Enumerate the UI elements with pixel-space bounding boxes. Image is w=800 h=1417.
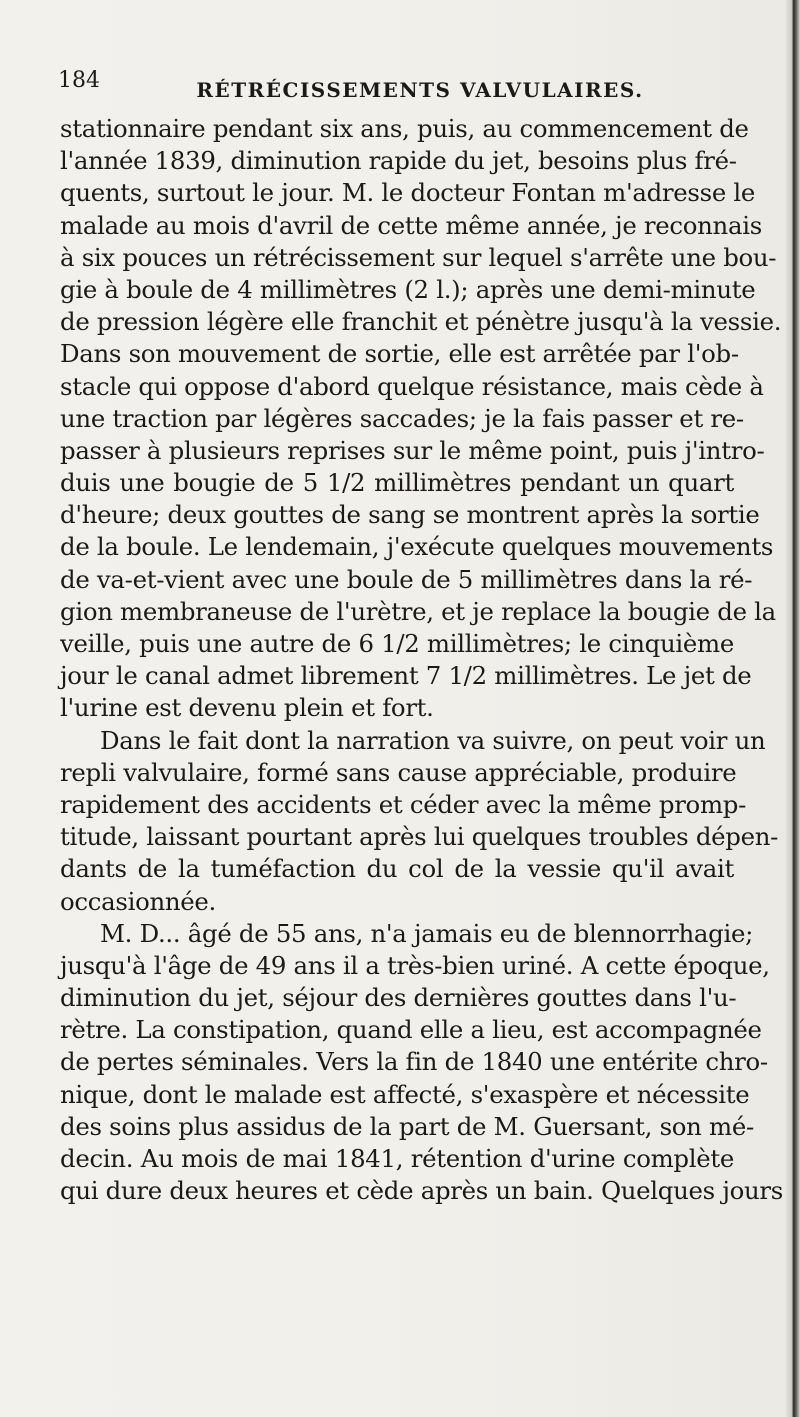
text-line: rètre. La constipation, quand elle a lieu, est accompagnée (60, 1015, 762, 1045)
text-line: duis une bougie de 5 1/2 millimètres pendant un quart (60, 468, 734, 498)
text-line: passer à plusieurs reprises sur le même point, puis j'intro- (60, 435, 765, 465)
page-edge-shadow (786, 0, 800, 1417)
page-number: 184 (58, 68, 100, 93)
body-text (60, 113, 800, 1207)
text-line: de pression légère elle franchit et pénètre jusqu'à la vessie. (60, 307, 782, 337)
text-line: à six pouces un rétrécissement sur lequel s'arrête une bou- (60, 242, 777, 272)
text-line: stacle qui oppose d'abord quelque résistance, mais cède à (60, 371, 764, 401)
text-line: qui dure deux heures et cède après un bain. Quelques jours (60, 1176, 783, 1206)
text-line: jour le canal admet librement 7 1/2 millimètres. Le jet de (60, 661, 752, 691)
text-line: de va-et-vient avec une boule de 5 millimètres dans la ré- (60, 564, 753, 594)
text-line: l'urine est devenu plein et fort. (60, 693, 434, 723)
text-line: Dans son mouvement de sortie, elle est arrêtée par l'ob- (60, 339, 739, 369)
text-line: decin. Au mois de mai 1841, rétention d'urine complète (60, 1144, 734, 1173)
text-line: des soins plus assidus de la part de M. Guersant, son mé- (60, 1111, 754, 1141)
text-line: l'année 1839, diminution rapide du jet, besoins plus fré- (60, 146, 737, 176)
text-line: malade au mois d'avril de cette même année, je reconnais (60, 210, 762, 240)
running-head: RÉTRÉCISSEMENTS VALVULAIRES. (196, 78, 644, 102)
text-line: de la boule. Le lendemain, j'exécute quelques mouvements (60, 532, 774, 562)
text-line: Dans le fait dont la narration va suivre, on peut voir un (100, 725, 766, 755)
text-line: jusqu'à l'âge de 49 ans il a très-bien uriné. A cette époque, (60, 950, 770, 980)
text-line: occasionnée. (60, 886, 216, 916)
text-line: de pertes séminales. Vers la fin de 1840 une entérite chro- (60, 1047, 768, 1077)
text-line: rapidement des accidents et céder avec la même promp- (60, 789, 747, 819)
text-line: M. D... âgé de 55 ans, n'a jamais eu de blennorrhagie; (100, 918, 754, 948)
text-line: une traction par légères saccades; je la fais passer et re- (60, 403, 744, 433)
text-line: d'heure; deux gouttes de sang se montrent après la sortie (60, 500, 760, 530)
text-line: quents, surtout le jour. M. le docteur Fontan m'adresse le (60, 178, 756, 208)
text-line: titude, laissant pourtant après lui quelques troubles dépen- (60, 822, 779, 852)
text-line: veille, puis une autre de 6 1/2 millimètres; le cinquième (60, 629, 734, 658)
text-line: gion membraneuse de l'urètre, et je replace la bougie de la (60, 596, 776, 626)
text-line: stationnaire pendant six ans, puis, au commencement de (60, 114, 749, 143)
text-line: dants de la tuméfaction du col de la vessie qu'il avait (60, 854, 734, 884)
text-line: diminution du jet, séjour des dernières gouttes dans l'u- (60, 983, 737, 1013)
text-line: gie à boule de 4 millimètres (2 l.); après une demi-minute (60, 274, 756, 304)
text-line: repli valvulaire, formé sans cause appréciable, produire (60, 757, 737, 787)
text-line: nique, dont le malade est affecté, s'exaspère et nécessite (60, 1079, 750, 1109)
